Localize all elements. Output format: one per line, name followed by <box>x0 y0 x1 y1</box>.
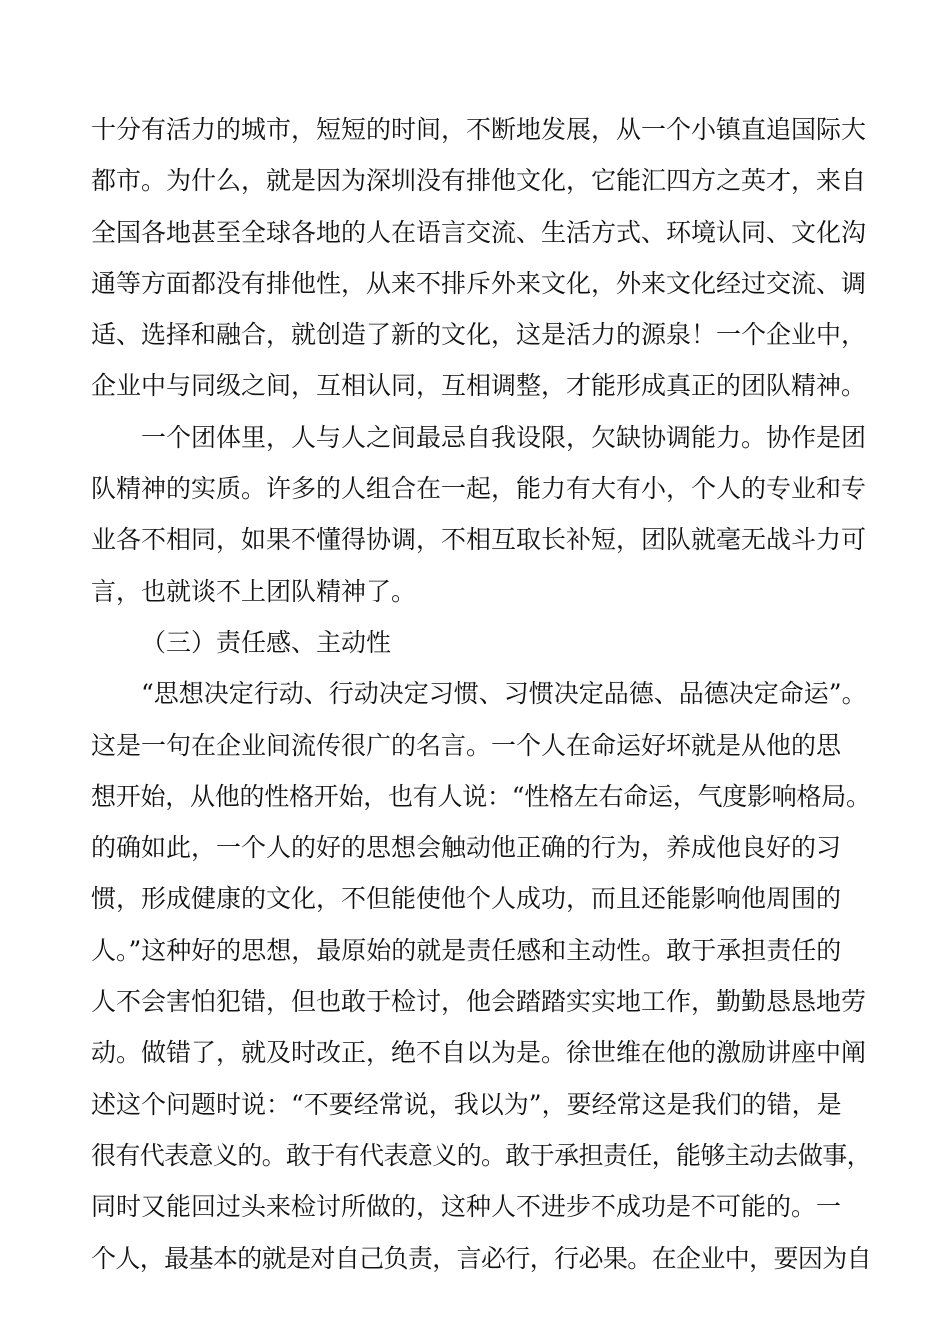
text-line: 适、选择和融合，就创造了新的文化，这是活力的源泉！一个企业中， <box>91 320 867 350</box>
text-line: 十分有活力的城市，短短的时间，不断地发展，从一个小镇直追国际大 <box>91 115 867 144</box>
text-line: 很有代表意义的。敢于有代表意义的。敢于承担责任，能够主动去做事， <box>91 1140 871 1170</box>
text-line: “思想决定行动、行动决定习惯、习惯决定品德、品德决定命运”。 <box>141 679 867 709</box>
text-line: 想开始，从他的性格开始，也有人说：“性格左右命运，气度影响格局。 <box>91 781 871 811</box>
text-line: 人。”这种好的思想，最原始的就是责任感和主动性。敢于承担责任的 <box>91 935 842 965</box>
text-line: 企业中与同级之间，互相认同，互相调整，才能形成真正的团队精神。 <box>91 371 867 401</box>
text-line: 人不会害怕犯错，但也敢于检讨，他会踏踏实实地工作，勤勤恳恳地劳 <box>91 987 867 1017</box>
text-line: 通等方面都没有排他性，从来不排斥外来文化，外来文化经过交流、调 <box>91 268 867 298</box>
body-text <box>91 104 871 1284</box>
text-line: 队精神的实质。许多的人组合在一起，能力有大有小，个人的专业和专 <box>91 474 867 504</box>
text-line: 惯，形成健康的文化，不但能使他个人成功，而且还能影响他周围的 <box>91 884 842 914</box>
text-line: 述这个问题时说：“不要经常说，我以为”，要经常这是我们的错，是 <box>91 1089 842 1119</box>
text-line: （三）责任感、主动性 <box>141 627 392 657</box>
text-line: 一个团体里，人与人之间最忌自我设限，欠缺协调能力。协作是团 <box>141 422 867 452</box>
text-line: 个人，最基本的就是对自己负责，言必行，行必果。在企业中，要因为自 <box>91 1243 871 1273</box>
text-line: 同时又能回过头来检讨所做的，这种人不进步不成功是不可能的。一 <box>91 1192 842 1222</box>
text-line: 这是一句在企业间流传很广的名言。一个人在命运好坏就是从他的思 <box>91 730 842 760</box>
text-line: 都市。为什么，就是因为深圳没有排他文化，它能汇四方之英才，来自 <box>91 166 867 196</box>
text-line: 言，也就谈不上团队精神了。 <box>91 576 417 606</box>
text-line: 的确如此，一个人的好的思想会触动他正确的行为，养成他良好的习 <box>91 833 842 863</box>
text-line: 全国各地甚至全球各地的人在语言交流、生活方式、环境认同、文化沟 <box>91 217 867 247</box>
text-line: 业各不相同，如果不懂得协调，不相互取长补短，团队就毫无战斗力可 <box>91 525 867 555</box>
text-line: 动。做错了，就及时改正，绝不自以为是。徐世维在他的激励讲座中阐 <box>91 1038 867 1068</box>
